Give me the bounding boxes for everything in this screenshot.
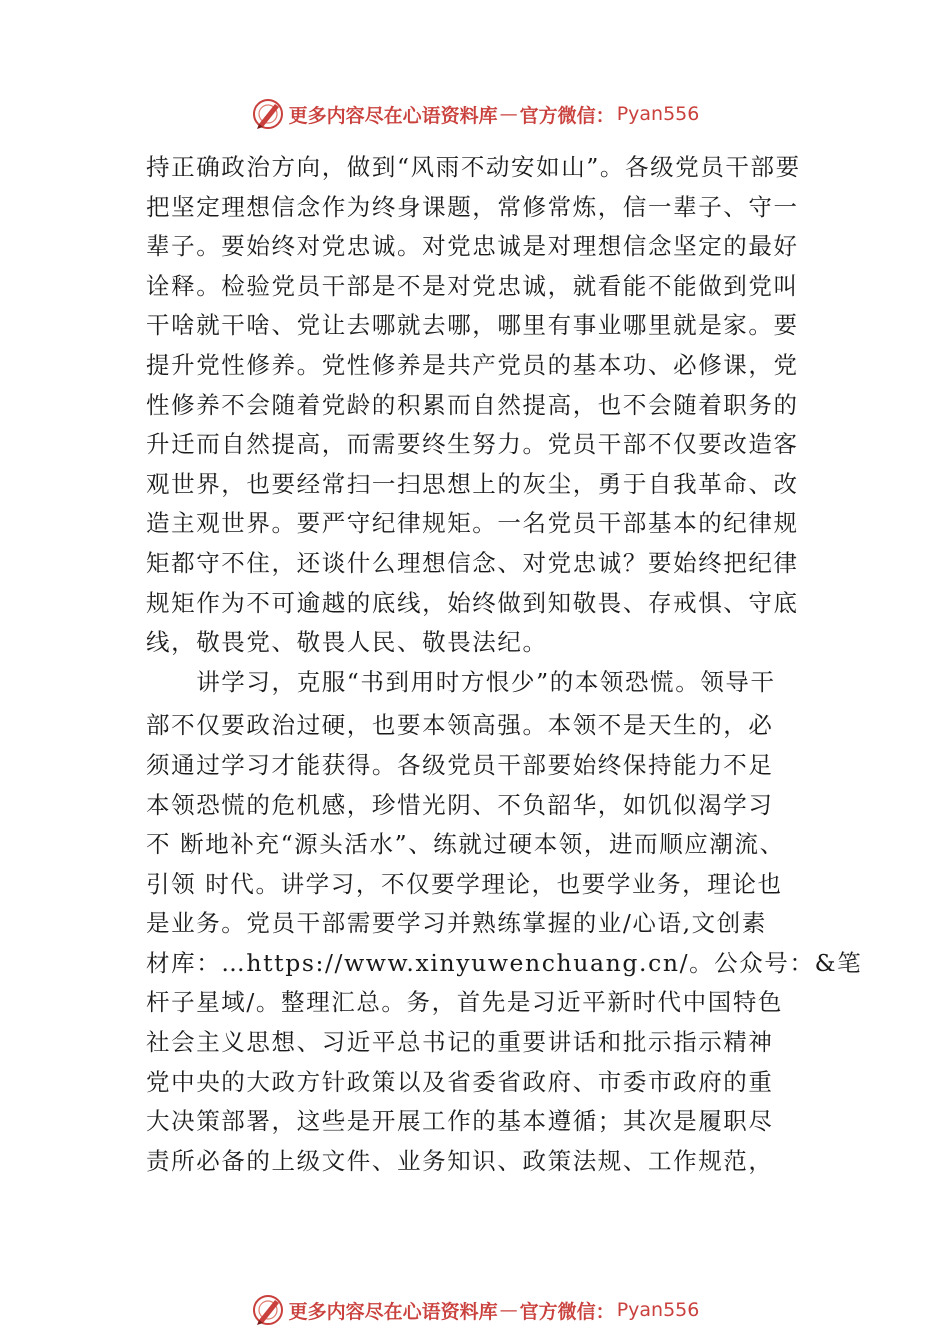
text-line: 把坚定理想信念作为终身课题，常修常炼，信一辈子、守一 (146, 192, 799, 221)
text-line: 杆子星域/。整理汇总。务，首先是习近平新时代中国特色 (146, 988, 784, 1017)
watermark-wechat-label: 官方微信： (519, 104, 615, 127)
text-line: 提升党性修养。党性修养是共产党员的基本功、必修课，党 (146, 350, 799, 379)
watermark-footer (0, 1290, 950, 1330)
paragraph-start-line: 讲学习，克服“书到用时方恨少”的本领恐慌。领导干 (146, 667, 776, 696)
text-line: 辈子。要始终对党忠诚。对党忠诚是对理想信念坚定的最好 (146, 232, 799, 261)
text-line: 引领 时代。讲学习，不仅要学理论，也要学业务，理论也 (146, 869, 783, 898)
watermark-wechat-id: Pyan556 (616, 103, 700, 125)
watermark-header (0, 94, 950, 134)
text-line: 部不仅要政治过硬，也要本领高强。本领不是天生的，必 (146, 711, 774, 740)
watermark-dash: — (499, 103, 518, 125)
text-line: 造主观世界。要严守纪律规矩。一名党员干部基本的纪律规 (146, 509, 799, 538)
watermark-wechat-id: Pyan556 (616, 1299, 700, 1321)
text-line: 矩都守不住，还谈什么理想信念、对党忠诚？要始终把纪律 (146, 548, 799, 577)
watermark-title: 更多内容尽在心语资料库 (288, 1300, 498, 1323)
text-line: 线，敬畏党、敬畏人民、敬畏法纪。 (146, 628, 548, 657)
text-line: 材库：…https://www.xinyuwenchuang.cn/。公众号：&笔 (146, 948, 863, 977)
text-line: 本领恐慌的危机感，珍惜光阴、不负韶华，如饥似渴学习 (146, 790, 774, 819)
text-line: 诠释。检验党员干部是不是对党忠诚，就看能不能做到党叫 (146, 271, 799, 300)
text-line: 社会主义思想、习近平总书记的重要讲话和批示指示精神 (146, 1028, 774, 1057)
text-line: 规矩作为不可逾越的底线，始终做到知敬畏、存戒惧、守底 (146, 588, 799, 617)
text-line: 须通过学习才能获得。各级党员干部要始终保持能力不足 (146, 750, 774, 779)
pen-logo-icon (251, 97, 285, 131)
text-line: 升迁而自然提高，而需要终生努力。党员干部不仅要改造客 (146, 430, 799, 459)
text-line: 持正确政治方向，做到“风雨不动安如山”。各级党员干部要 (146, 153, 801, 181)
watermark-dash: — (499, 1299, 518, 1321)
text-line: 党中央的大政方针政策以及省委省政府、市委市政府的重 (146, 1067, 774, 1096)
document-body (146, 148, 863, 1181)
text-line: 不 断地补充“源头活水”、练就过硬本领，进而顺应潮流、 (146, 830, 785, 859)
text-line: 观世界，也要经常扫一扫思想上的灰尘，勇于自我革命、改 (146, 469, 799, 498)
text-line: 责所必备的上级文件、业务知识、政策法规、工作规范， (146, 1146, 774, 1175)
watermark-wechat-label: 官方微信： (519, 1300, 615, 1323)
text-line: 是业务。党员干部需要学习并熟练掌握的业/心语,文创素 (146, 909, 767, 938)
text-line: 大决策部署，这些是开展工作的基本遵循；其次是履职尽 (146, 1107, 774, 1136)
pen-logo-icon (251, 1293, 285, 1327)
watermark-title: 更多内容尽在心语资料库 (288, 104, 498, 127)
text-line: 性修养不会随着党龄的积累而自然提高，也不会随着职务的 (146, 390, 799, 419)
text-line: 干啥就干啥、党让去哪就去哪，哪里有事业哪里就是家。要 (146, 311, 799, 340)
